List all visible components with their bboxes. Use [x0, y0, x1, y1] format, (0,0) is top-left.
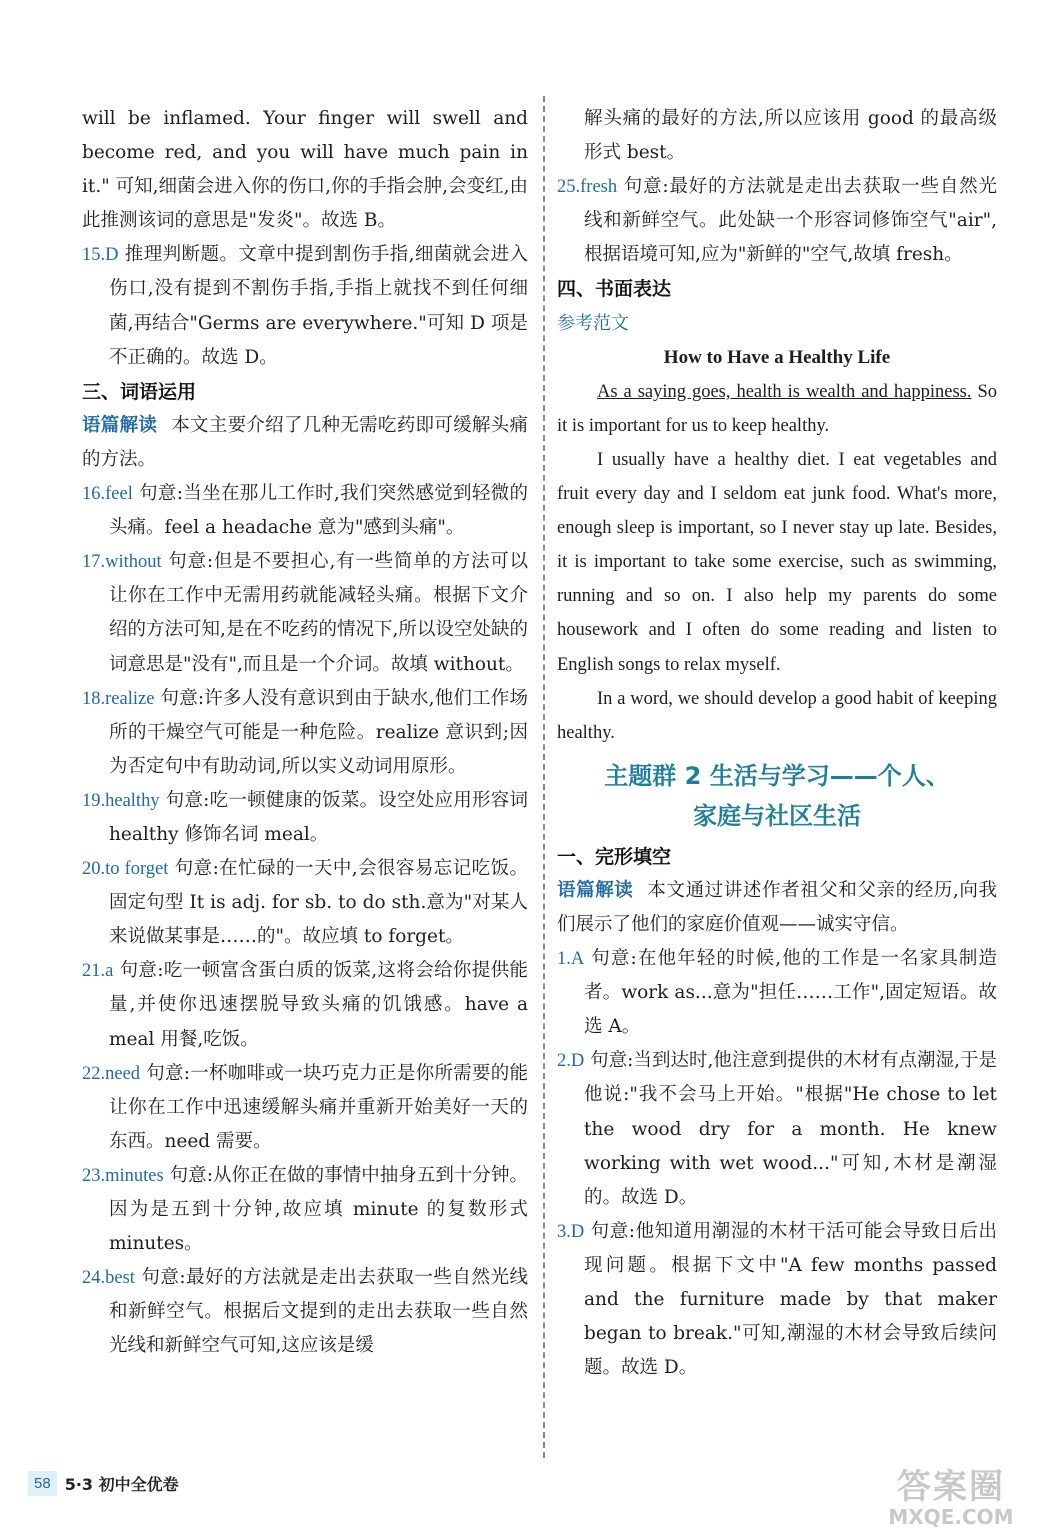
essay-paragraph-3: In a word, we should develop a good habit of keeping healthy. — [557, 688, 997, 743]
answer-24 — [82, 1261, 528, 1363]
answer-text: 句意:他知道用潮湿的木材干活可能会导致日后出现问题。根据下文中"A few months passed and the furniture made by that maker began to break."可知,潮湿的木材会导致后续问题。故选 D。 — [584, 1220, 997, 1379]
answer-number: 16.feel — [82, 484, 133, 505]
watermark-logo — [866, 1468, 1036, 1532]
answer-22 — [82, 1057, 528, 1159]
section-heading-1: 一、完形填空 — [557, 845, 672, 868]
answer-21 — [82, 954, 528, 1056]
answer-text: 句意:当到达时,他注意到提供的木材有点潮湿,于是他说:"我不会马上开始。"根据"He chose to let the wood dry for a month. He knew working with wet wood..."可知,木材是潮湿的。故选 D。 — [584, 1050, 997, 1208]
right-column — [557, 102, 997, 1385]
passage-analysis-text: 本文通过讲述作者祖父和父亲的经历,向我们展示了他们的家庭价值观——诚实守信。 — [557, 879, 997, 935]
answer-text: 句意:在他年轻的时候,他的工作是一名家具制造者。work as...意为"担任……工作",固定短语。故选 A。 — [584, 948, 997, 1038]
passage-analysis-tag: 语篇解读 — [557, 879, 634, 901]
watermark-url: MXQE.COM — [888, 1505, 1014, 1529]
answer-23 — [82, 1159, 528, 1261]
answer-text: 句意:但是不要担心,有一些简单的方法可以让你在工作中无需用药就能减轻头痛。根据下文介绍的方法可知,是在不吃药的情况下,所以设空处缺的词意思是"没有",而且是一个介词。故填 without。 — [109, 551, 528, 675]
answer-number: 3.D — [557, 1221, 585, 1242]
answer-1 — [557, 942, 997, 1044]
passage-analysis-text: 本文主要介绍了几种无需吃药即可缓解头痛的方法。 — [82, 414, 528, 470]
page-footer — [28, 1468, 179, 1498]
answer-number: 23.minutes — [82, 1165, 164, 1186]
theme-heading — [557, 756, 997, 836]
essay-title: How to Have a Healthy Life — [663, 346, 891, 368]
passage-analysis — [82, 409, 528, 477]
continued-paragraph: 解头痛的最好的方法,所以应该用 good 的最高级形式 best。 — [584, 108, 997, 164]
answer-17 — [82, 545, 528, 681]
answer-number: 21.a — [82, 961, 114, 982]
answer-text: 句意:一杯咖啡或一块巧克力正是你所需要的能让你在工作中迅速缓解头痛并重新开始美好一天的东西。need 需要。 — [109, 1062, 528, 1152]
answer-number: 25.fresh — [557, 177, 618, 198]
answer-text: 句意:最好的方法就是走出去获取一些自然光线和新鲜空气。此处缺一个形容词修饰空气"air",根据语境可知,应为"新鲜的"空气,故填 fresh。 — [584, 176, 997, 266]
section-heading-3: 三、词语运用 — [82, 380, 197, 403]
answer-number: 2.D — [557, 1051, 585, 1072]
answer-number: 1.A — [557, 949, 585, 970]
essay-paragraph-2: I usually have a healthy diet. I eat vegetables and fruit every day and I seldom eat junk food. What's more, enough sleep is important, so I never stay up late. Besides, it is important to take some exercise, such as swimming, running and so on. I also help my parents do some housework and I often do some reading and listen to English songs to relax myself. — [557, 449, 997, 675]
theme-heading-line-2: 家庭与社区生活 — [693, 801, 861, 830]
answer-number: 18.realize — [82, 688, 155, 709]
section-heading-4: 四、书面表达 — [557, 278, 672, 301]
answer-text: 句意:吃一顿健康的饭菜。设空处应用形容词 healthy 修饰名词 meal。 — [109, 789, 528, 845]
answer-number: 17.without — [82, 552, 162, 573]
answer-number: 15.D — [82, 245, 119, 266]
passage-analysis-tag: 语篇解读 — [82, 414, 158, 436]
answer-text: 句意:吃一顿富含蛋白质的饭菜,这将会给你提供能量,并使你迅速摆脱导致头痛的饥饿感。have a meal 用餐,吃饭。 — [109, 960, 528, 1050]
answer-2 — [557, 1044, 997, 1214]
answer-3 — [557, 1215, 997, 1385]
answer-text: 推理判断题。文章中提到割伤手指,细菌就会进入伤口,没有提到不割伤手指,手指上就找不到任何细菌,再结合"Germs are everywhere."可知 D 项是不正确的。故选 D。 — [109, 244, 528, 368]
passage-analysis — [557, 874, 997, 942]
answer-number: 22.need — [82, 1063, 141, 1084]
column-divider — [543, 96, 545, 1458]
answer-text: 句意:最好的方法就是走出去获取一些自然光线和新鲜空气。根据后文提到的走出去获取一些自然光线和新鲜空气可知,这应该是缓 — [109, 1267, 528, 1357]
essay-underlined-sentence: As a saying goes, health is wealth and happiness. — [597, 381, 972, 402]
essay-paragraph-1 — [557, 375, 997, 443]
theme-heading-line-1: 主题群 2 生活与学习——个人、 — [604, 761, 950, 790]
answer-19 — [82, 784, 528, 852]
answer-text: 句意:从你正在做的事情中抽身五到十分钟。因为是五到十分钟,故应填 minute 的复数形式 minutes。 — [109, 1164, 528, 1255]
answer-20 — [82, 852, 528, 954]
essay-sentence: So it is important for us to keep healthy. — [557, 381, 997, 436]
answer-text: 句意:在忙碌的一天中,会很容易忘记吃饭。固定句型 It is adj. for sb. to do sth.意为"对某人来说做某事是……的"。故应填 to forget。 — [109, 858, 529, 948]
answer-text: 句意:当坐在那儿工作时,我们突然感觉到轻微的头痛。feel a headache 意为"感到头痛"。 — [109, 483, 528, 539]
watermark-text: 答案圈 — [897, 1467, 1005, 1507]
reference-essay-label: 参考范文 — [557, 312, 629, 334]
answer-text: 句意:许多人没有意识到由于缺水,他们工作场所的干燥空气可能是一种危险。realize 意识到;因为否定句中有助动词,所以实义动词用原形。 — [109, 687, 528, 777]
answer-number: 19.healthy — [82, 790, 160, 811]
answer-18 — [82, 682, 528, 784]
answer-25 — [557, 170, 997, 272]
page-number: 58 — [28, 1471, 57, 1496]
answer-16 — [82, 477, 528, 545]
continued-paragraph: will be inflamed. Your finger will swell and become red, and you will have much pain in it." 可知,细菌会进入你的伤口,你的手指会肿,会变红,由此推测该词的意思是"发炎"。故选 B。 — [82, 108, 528, 232]
answer-number: 24.best — [82, 1268, 135, 1289]
answer-15 — [82, 238, 528, 374]
book-title: 5·3 初中全优卷 — [64, 1474, 179, 1494]
answer-number: 20.to forget — [82, 859, 169, 880]
left-column — [82, 102, 528, 1363]
